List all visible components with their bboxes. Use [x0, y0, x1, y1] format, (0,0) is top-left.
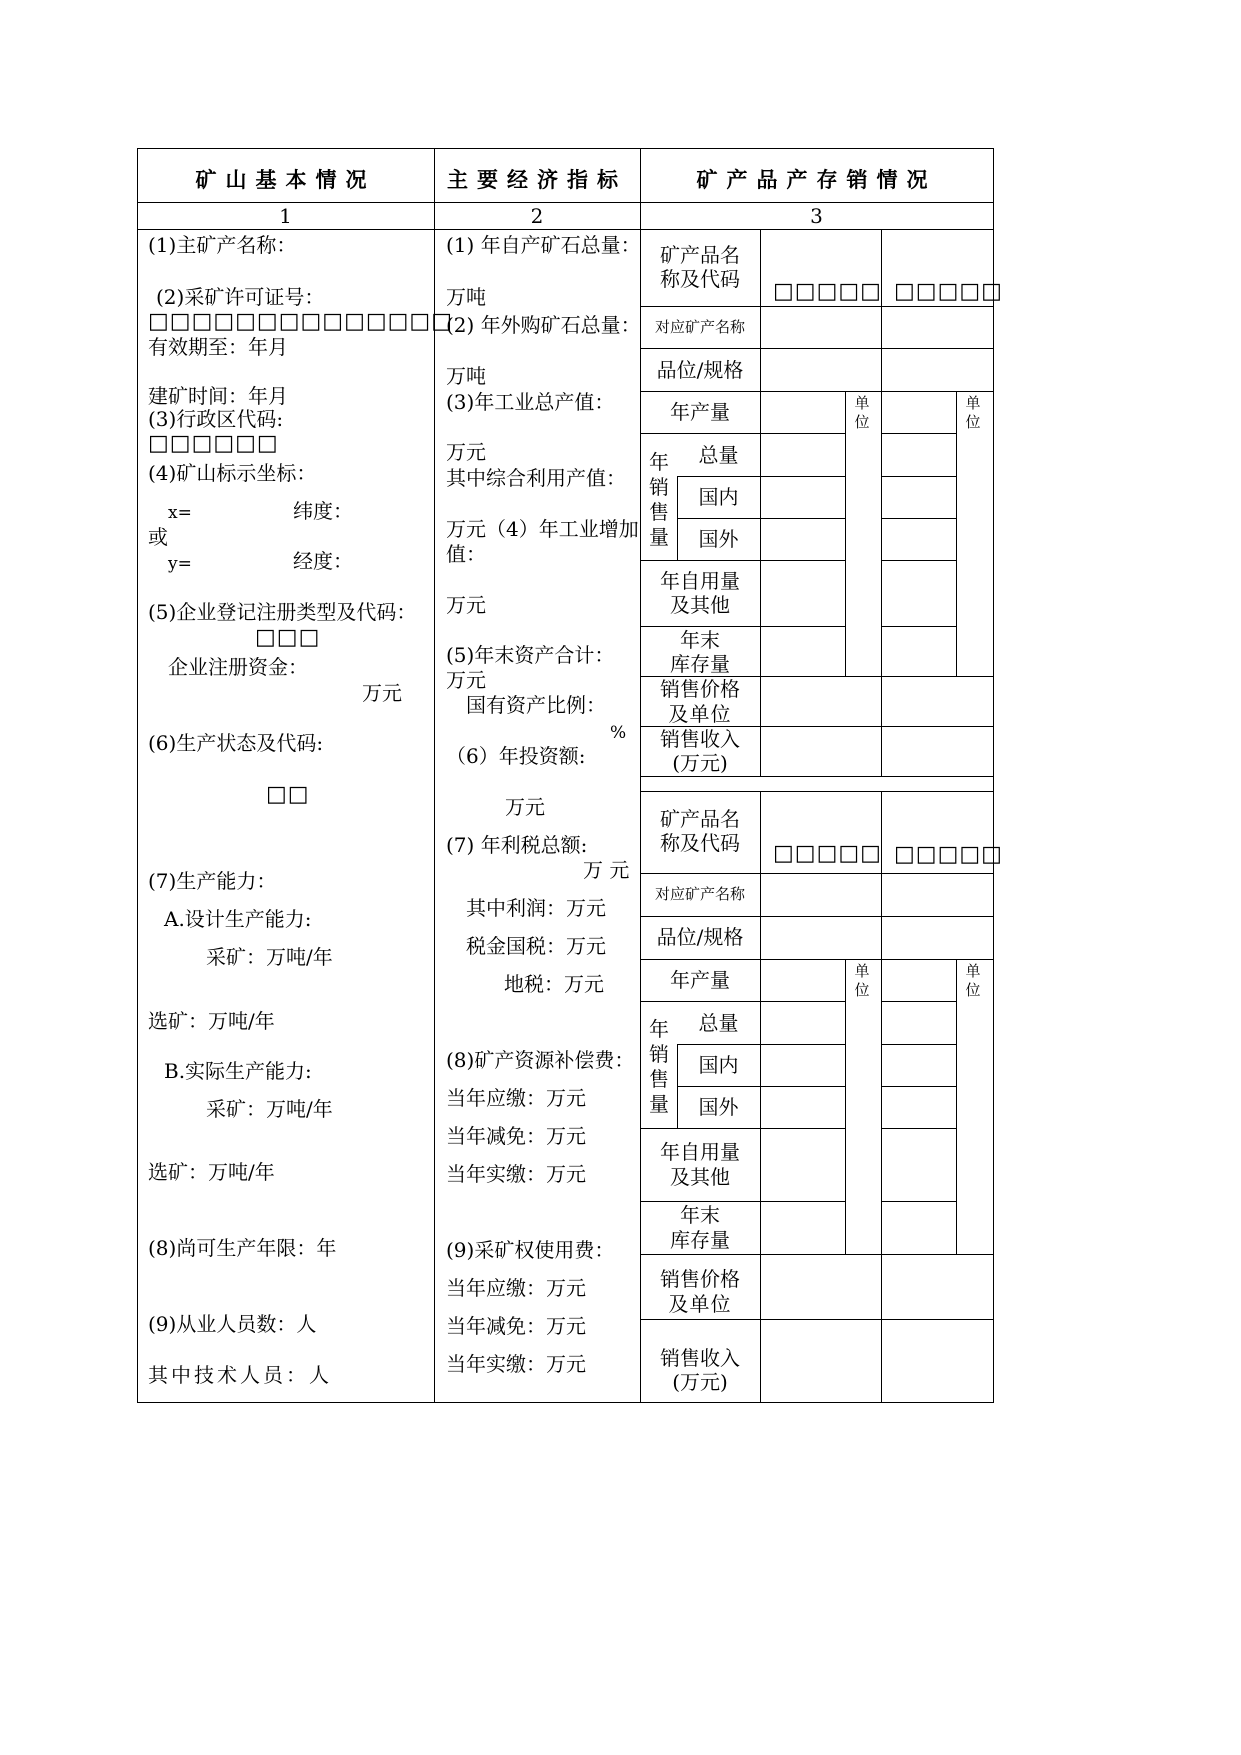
- gross-output-unit: 万元: [446, 440, 486, 464]
- c3b-grade-label: 品位/规格: [656, 925, 744, 949]
- purchased-ore-label: (2) 年外购矿石总量：: [446, 313, 641, 337]
- c3a-row-line: [677, 476, 845, 477]
- c3b-domestic-label: 国内: [698, 1053, 739, 1077]
- c3a-row-line: [881, 476, 956, 477]
- c3b-revenue-label-1: 销售收入: [660, 1346, 740, 1370]
- c3a-unit-label-1a: 单: [854, 394, 870, 412]
- c3b-unit-label-2b: 位: [965, 981, 981, 999]
- c3b-row-line: [881, 1086, 956, 1087]
- admin-code-label: (3)行政区代码:: [148, 407, 284, 431]
- production-status-boxes[interactable]: □□: [266, 782, 310, 807]
- state-assets-percent: %: [610, 723, 627, 743]
- c3b-selfuse-label-1: 年自用量: [660, 1140, 740, 1164]
- c3a-mineral-name-label: 对应矿产名称: [654, 318, 745, 336]
- mining-license-label: (2)采矿许可证号：: [156, 285, 325, 309]
- self-ore-unit: 万吨: [446, 285, 486, 309]
- c3b-foreign-label: 国外: [698, 1095, 739, 1119]
- self-ore-label: (1) 年自产矿石总量：: [446, 233, 641, 257]
- c3b-value-col-1: [760, 791, 761, 1403]
- registered-capital-label: 企业注册资金：: [168, 655, 308, 679]
- c3a-row-line: [677, 518, 845, 519]
- c3b-unit-label-1b: 位: [854, 981, 870, 999]
- c3a-row-line: [640, 626, 845, 627]
- c3a-revenue-label-2: (万元): [672, 751, 728, 775]
- build-time-label: 建矿时间：年月: [148, 384, 288, 408]
- c3a-foreign-label: 国外: [698, 527, 739, 551]
- c3a-value-col-2: [881, 229, 882, 776]
- c3b-row-line: [881, 1201, 956, 1202]
- c3a-domestic-label: 国内: [698, 485, 739, 509]
- c3a-unit-label-2b: 位: [965, 413, 981, 431]
- c3b-row-line: [881, 1128, 956, 1129]
- compensation-fee-label: (8)矿产资源补偿费：: [446, 1048, 635, 1072]
- c3a-sales-v-4: 量: [649, 525, 669, 549]
- coord-y-label: y=: [168, 554, 192, 574]
- comp-reduced-label: 当年减免：万元: [446, 1124, 586, 1148]
- usage-fee-label: (9)采矿权使用费：: [446, 1238, 615, 1262]
- c3a-stock-label-2: 库存量: [670, 652, 730, 676]
- c3b-mineral-name-label: 对应矿产名称: [654, 885, 745, 903]
- comp-paid-label: 当年实缴：万元: [446, 1162, 586, 1186]
- c3b-row-line: [640, 873, 993, 874]
- c3a-value-col-1: [760, 229, 761, 776]
- header-mine-basic: 矿山基本情况: [195, 167, 376, 192]
- usage-reduced-label: 当年减免：万元: [446, 1314, 586, 1338]
- table-top-border: [137, 148, 994, 149]
- c3a-row-line: [640, 776, 993, 777]
- c3b-row-line: [677, 1044, 845, 1045]
- c3b-sales-v-1: 年: [649, 1017, 669, 1041]
- production-status-label: (6)生产状态及代码:: [148, 731, 324, 755]
- total-assets-label: (5)年末资产合计：: [446, 643, 615, 667]
- latitude-label: 纬度：: [293, 499, 353, 523]
- c3b-revenue-label-2: (万元): [672, 1370, 728, 1394]
- c3b-row-line: [881, 1001, 956, 1002]
- c3a-product-code-boxes-1[interactable]: □□□□□: [773, 279, 882, 304]
- c3b-sales-v-4: 量: [649, 1092, 669, 1116]
- c3a-selfuse-label-2: 及其他: [670, 593, 730, 617]
- main-mineral-name-label: (1)主矿产名称：: [148, 233, 297, 257]
- c3b-stock-label-1: 年末: [680, 1203, 720, 1227]
- investment-label: （6）年投资额:: [446, 744, 586, 768]
- added-value-label-2: 值：: [446, 542, 486, 566]
- column-number-1: 1: [279, 204, 292, 228]
- design-mining-label: 采矿：万吨/年: [206, 945, 333, 969]
- remaining-years-label: (8)尚可生产年限：年: [148, 1236, 337, 1260]
- c3a-row-line: [640, 348, 993, 349]
- mining-license-boxes[interactable]: □□□□□□□□□□□□□□: [148, 309, 454, 334]
- c3a-row-line: [640, 560, 845, 561]
- c3a-unit-label-2a: 单: [965, 394, 981, 412]
- c3a-selfuse-label-1: 年自用量: [660, 569, 740, 593]
- c3b-value-col-2: [881, 791, 882, 1403]
- c3b-unit-label-1a: 单: [854, 962, 870, 980]
- c3a-name-code-label-2: 称及代码: [660, 267, 740, 291]
- c3b-sales-v-3: 售: [649, 1067, 669, 1091]
- gross-output-label: (3)年工业总产值：: [446, 390, 615, 414]
- c3a-annual-output-label: 年产量: [670, 400, 730, 424]
- c3a-row-line: [881, 626, 956, 627]
- c3b-stock-label-2: 库存量: [670, 1228, 730, 1252]
- c3b-row-line: [640, 959, 993, 960]
- c3a-unit-label-1b: 位: [854, 413, 870, 431]
- c3b-row-line: [640, 1128, 845, 1129]
- admin-code-boxes[interactable]: □□□□□□: [148, 431, 279, 456]
- column-number-3: 3: [810, 204, 823, 228]
- total-assets-unit: 万元: [446, 668, 486, 692]
- c3a-unit-col-1: [845, 391, 846, 676]
- c3b-sales-v-2: 销: [649, 1042, 669, 1066]
- investment-unit: 万元: [505, 795, 545, 819]
- capacity-label: (7)生产能力：: [148, 869, 277, 893]
- registered-capital-unit: 万元: [362, 681, 402, 705]
- c3b-row-line: [881, 1044, 956, 1045]
- technical-staff-label: 其中技术人员：人: [148, 1363, 332, 1387]
- design-capacity-label: A.设计生产能力:: [164, 907, 312, 931]
- c3b-row-line: [640, 1201, 845, 1202]
- actual-dressing-label: 选矿：万吨/年: [148, 1160, 275, 1184]
- c3a-row-line: [640, 391, 993, 392]
- added-value-label: 万元（4）年工业增加: [446, 517, 639, 541]
- c3a-row-line: [881, 518, 956, 519]
- enterprise-type-label: (5)企业登记注册类型及代码：: [148, 600, 417, 624]
- c3b-row-line: [640, 1001, 845, 1002]
- coordinates-label: (4)矿山标示坐标：: [148, 461, 317, 485]
- c3a-revenue-label-1: 销售收入: [660, 727, 740, 751]
- c3a-unit-col-2: [956, 391, 957, 676]
- local-tax-label: 地税：万元: [504, 972, 604, 996]
- c3a-price-label-1: 销售价格: [660, 677, 740, 701]
- c3a-sales-v-1: 年: [649, 450, 669, 474]
- column-divider-1: [434, 148, 435, 1403]
- header-economic-indicators: 主要经济指标: [447, 167, 627, 192]
- c3a-stock-label-1: 年末: [680, 628, 720, 652]
- usage-due-label: 当年应缴：万元: [446, 1276, 586, 1300]
- c3b-row-line: [677, 1086, 845, 1087]
- c3b-row-line: [640, 1254, 993, 1255]
- c3b-unit-col-2: [956, 959, 957, 1254]
- validity-label: 有效期至：年月: [148, 335, 288, 359]
- column-number-2: 2: [530, 204, 544, 228]
- table-left-border: [137, 148, 138, 1403]
- c3a-sales-v-2: 销: [649, 475, 669, 499]
- c3a-sales-v-3: 售: [649, 500, 669, 524]
- profit-label: 其中利润：万元: [466, 896, 606, 920]
- c3b-product-code-boxes-2[interactable]: □□□□□: [894, 842, 1003, 867]
- usage-paid-label: 当年实缴：万元: [446, 1352, 586, 1376]
- or-label: 或: [148, 525, 168, 549]
- profit-tax-label: (7) 年利税总额:: [446, 833, 588, 857]
- c3b-unit-col-1: [845, 959, 846, 1254]
- employees-label: (9)从业人员数：人: [148, 1312, 317, 1336]
- purchased-ore-unit: 万吨: [446, 364, 486, 388]
- comp-due-label: 当年应缴：万元: [446, 1086, 586, 1110]
- c3b-selfuse-label-2: 及其他: [670, 1165, 730, 1189]
- header-divider: [137, 202, 994, 203]
- state-assets-label: 国有资产比例：: [466, 693, 606, 717]
- c3b-annual-output-label: 年产量: [670, 968, 730, 992]
- c3a-price-label-2: 及单位: [668, 702, 732, 726]
- c3a-row-line: [640, 306, 993, 307]
- c3b-product-code-boxes-1[interactable]: □□□□□: [773, 841, 882, 866]
- c3b-name-code-label-2: 称及代码: [660, 831, 740, 855]
- c3a-row-line: [640, 433, 845, 434]
- c3a-row-line: [881, 433, 956, 434]
- c3b-row-line: [640, 1319, 993, 1320]
- c3b-total-label: 总量: [698, 1011, 739, 1035]
- c3b-price-label-2: 及单位: [668, 1292, 732, 1316]
- enterprise-type-boxes[interactable]: □□□: [255, 625, 321, 650]
- actual-capacity-label: B.实际生产能力:: [164, 1059, 312, 1083]
- c3a-product-code-boxes-2[interactable]: □□□□□: [894, 279, 1003, 304]
- c3a-name-code-label-1: 矿产品名: [660, 243, 740, 267]
- design-dressing-label: 选矿：万吨/年: [148, 1009, 275, 1033]
- c3b-unit-label-2a: 单: [965, 962, 981, 980]
- header-product-inventory: 矿产品产存销情况: [696, 167, 937, 192]
- added-value-unit: 万元: [446, 593, 486, 617]
- number-row-divider: [137, 229, 994, 230]
- c3b-name-code-label-1: 矿产品名: [660, 807, 740, 831]
- c3b-row-line: [640, 916, 993, 917]
- longitude-label: 经度：: [293, 549, 353, 573]
- comprehensive-output-label: 其中综合利用产值：: [446, 466, 626, 490]
- c3a-total-label: 总量: [698, 443, 739, 467]
- c3a-grade-label: 品位/规格: [656, 358, 744, 382]
- c3-block-separator: [640, 791, 993, 792]
- actual-mining-label: 采矿：万吨/年: [206, 1097, 333, 1121]
- c3b-price-label-1: 销售价格: [660, 1267, 740, 1291]
- coord-x-label: x=: [168, 503, 192, 523]
- national-tax-label: 税金国税：万元: [466, 934, 606, 958]
- profit-tax-unit: 万 元: [583, 858, 630, 882]
- table-bottom-border: [137, 1402, 994, 1403]
- table-right-border: [993, 148, 994, 1403]
- c3a-row-line: [881, 560, 956, 561]
